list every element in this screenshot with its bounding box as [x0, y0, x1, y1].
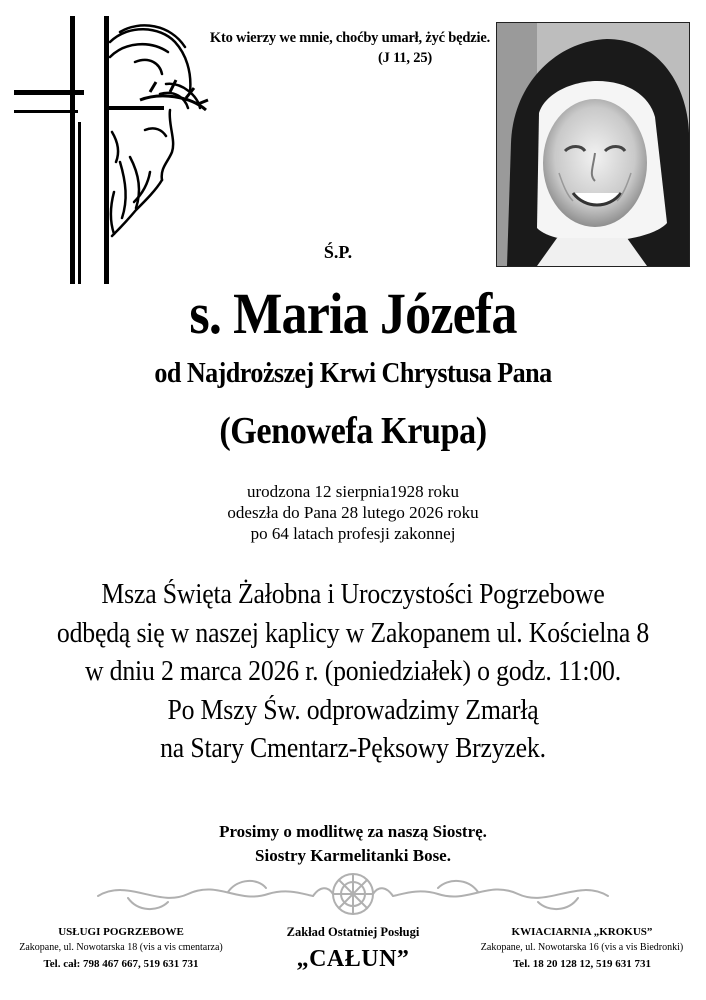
quote-text: Kto wierzy we mnie, choćby umarł, żyć będzie.: [209, 30, 490, 46]
funeral-line: Msza Święta Żałobna i Uroczystości Pogrzebowe: [101, 579, 605, 610]
life-dates: [0, 481, 706, 544]
footer-left-title: USŁUGI POGRZEBOWE: [58, 926, 184, 938]
footer-mid-brand: „CAŁUN”: [296, 946, 410, 972]
cross-horizontal-beam-top: [14, 90, 84, 95]
portrait-photo: [496, 22, 690, 267]
cross-horizontal-beam-bottom: [14, 110, 78, 113]
funeral-line: Po Mszy Św. odprowadzimy Zmarłą: [167, 694, 539, 726]
footer-funeral-services: [12, 924, 230, 972]
footer-left-address: Zakopane, ul. Nowotarska 18 (vis a vis cmentarza): [19, 942, 223, 953]
footer-right-title: KWIACIARNIA „KROKUS”: [511, 926, 653, 938]
civil-name: (Genowefa Krupa): [219, 410, 487, 452]
floral-ornament: [88, 868, 618, 918]
prayer-request: [0, 820, 706, 868]
footer-right-phone: Tel. 18 20 128 12, 519 631 731: [512, 958, 651, 970]
honorific: Ś.P.: [323, 242, 353, 262]
portrait-image: [497, 23, 689, 266]
death-date: odeszła do Pana 28 lutego 2026 roku: [227, 503, 479, 522]
christ-face-drawing: [110, 25, 200, 236]
quote-reference: (J 11, 25): [378, 50, 432, 66]
funeral-announcement: [0, 576, 706, 769]
footer-mid-title: Zakład Ostatniej Posługi: [286, 925, 420, 939]
funeral-line: odbędą się w naszej kaplicy w Zakopanem ul. Kościelna 8: [56, 617, 650, 649]
footer-florist: [466, 924, 698, 972]
footer-funeral-home: [258, 924, 448, 974]
funeral-line: w dniu 2 marca 2026 r. (poniedziałek) o godz. 11:00.: [84, 656, 622, 687]
funeral-line: na Stary Cmentarz-Pęksowy Brzyzek.: [160, 733, 546, 764]
deceased-name: s. Maria Józefa: [189, 281, 517, 346]
religious-title: od Najdroższej Krwi Chrystusa Pana: [154, 357, 552, 389]
birth-date: urodzona 12 sierpnia1928 roku: [247, 482, 459, 501]
prayer-request-text: Prosimy o modlitwę za naszą Siostrę.: [219, 822, 487, 841]
footer-left-phone: Tel. cał: 798 467 667, 519 631 731: [43, 958, 199, 970]
profession-years: po 64 latach profesji zakonnej: [250, 524, 456, 543]
signature: Siostry Karmelitanki Bose.: [255, 846, 451, 865]
footer-right-address: Zakopane, ul. Nowotarska 16 (vis a vis Biedronki): [480, 942, 684, 953]
cross-horizontal-beam-right: [104, 106, 164, 110]
